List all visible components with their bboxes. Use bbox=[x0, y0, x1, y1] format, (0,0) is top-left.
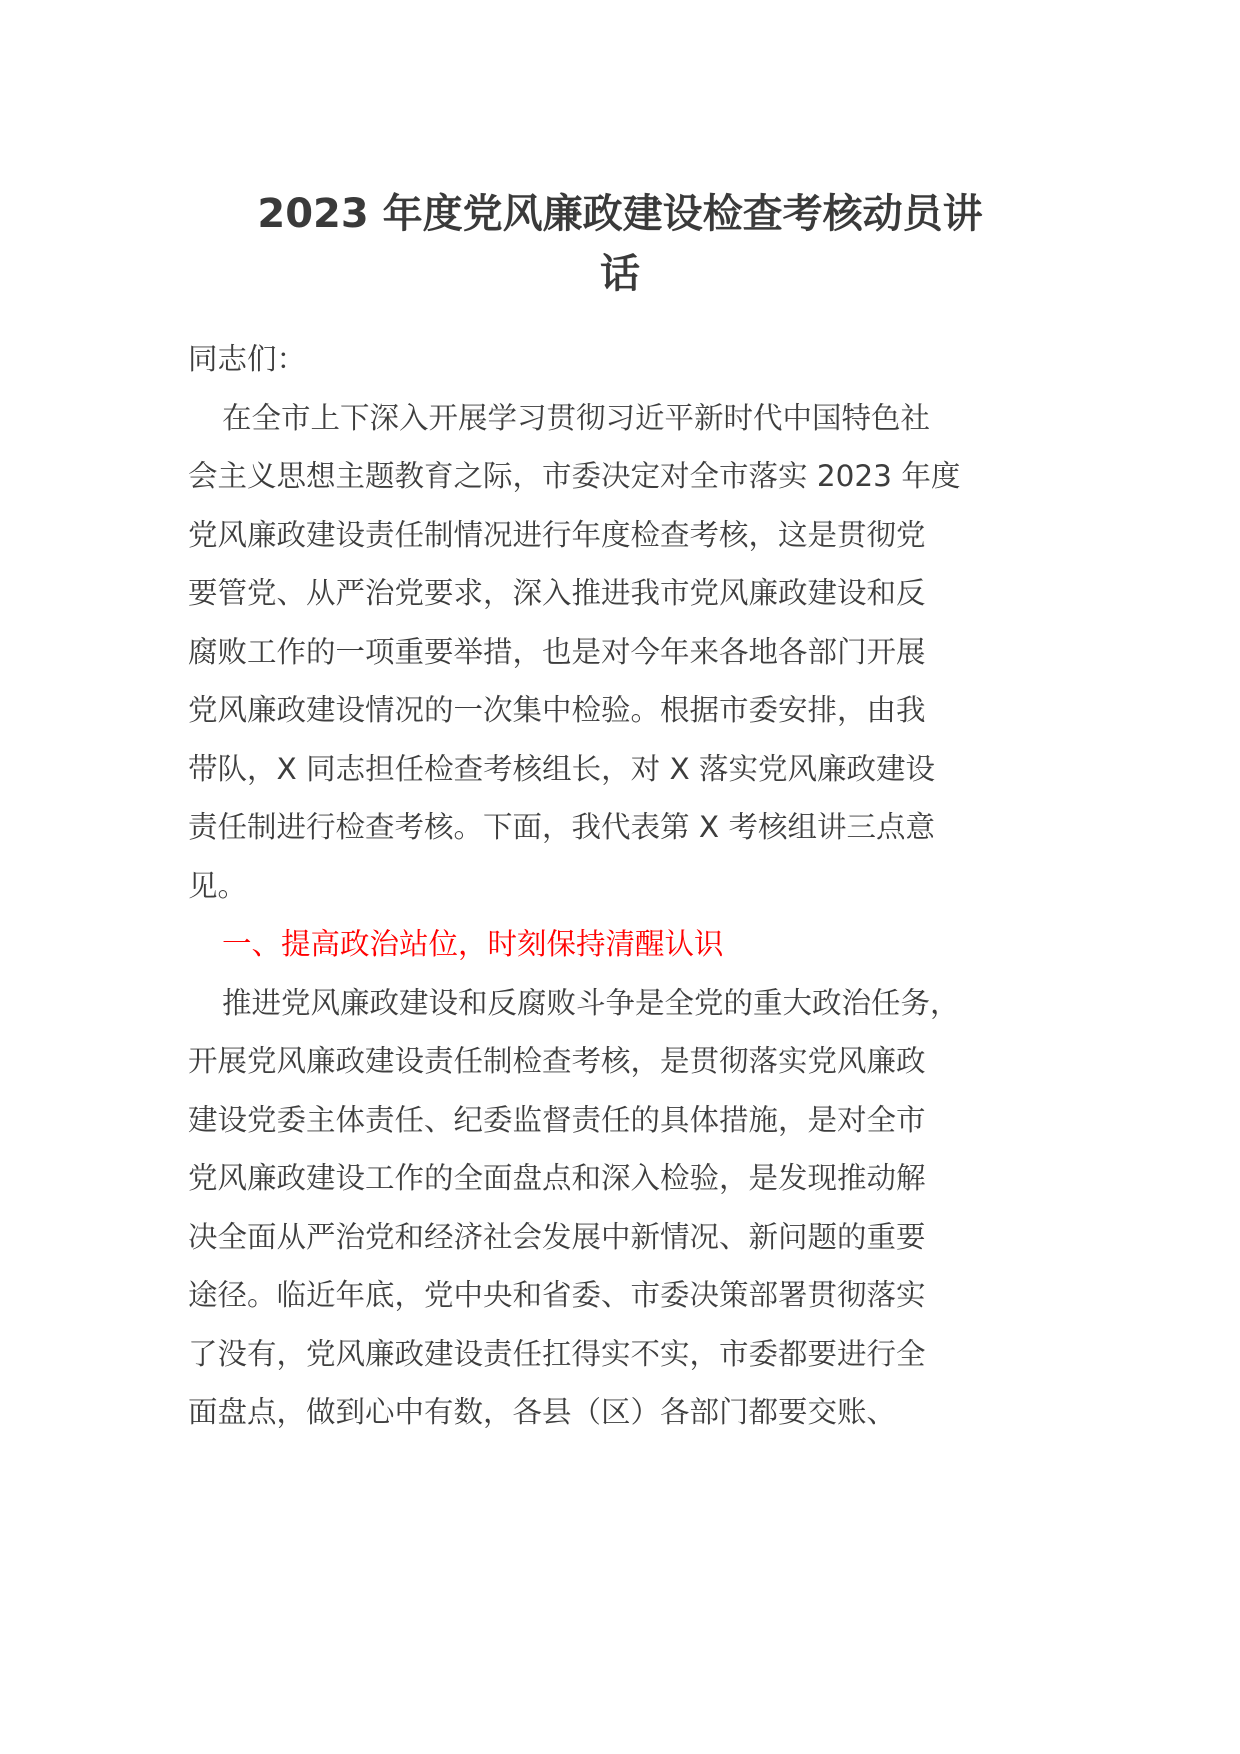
paragraph-line: 推进党风廉政建设和反腐败斗争是全党的重大政治任务， bbox=[222, 985, 960, 1020]
paragraph-line: 见。 bbox=[188, 868, 248, 903]
section-heading-1: 一、提高政治站位，时刻保持清醒认识 bbox=[222, 927, 724, 961]
title-line-1: 2023 年度党风廉政建设检查考核动员讲 bbox=[257, 191, 983, 237]
paragraph-line: 党风廉政建设责任制情况进行年度检查考核，这是贯彻党 bbox=[188, 517, 926, 552]
paragraph-intro bbox=[188, 389, 1060, 916]
salutation: 同志们： bbox=[188, 342, 307, 376]
document-title bbox=[180, 184, 1060, 304]
title-line-2: 话 bbox=[600, 251, 640, 297]
paragraph-section-1 bbox=[188, 974, 1060, 1442]
paragraph-line: 党风廉政建设情况的一次集中检验。根据市委安排，由我 bbox=[188, 693, 926, 727]
paragraph-line: 途径。临近年底，党中央和省委、市委决策部署贯彻落实 bbox=[188, 1278, 926, 1312]
paragraph-line: 决全面从严治党和经济社会发展中新情况、新问题的重要 bbox=[188, 1219, 926, 1254]
paragraph-line: 开展党风廉政建设责任制检查考核，是贯彻落实党风廉政 bbox=[188, 1044, 926, 1078]
paragraph-line: 会主义思想主题教育之际，市委决定对全市落实 2023 年度 bbox=[188, 459, 961, 493]
paragraph-line: 带队，X 同志担任检查考核组长，对 X 落实党风廉政建设 bbox=[188, 751, 936, 786]
paragraph-line: 在全市上下深入开展学习贯彻习近平新时代中国特色社 bbox=[222, 400, 931, 435]
document-body bbox=[188, 330, 1060, 1442]
paragraph-line: 面盘点，做到心中有数，各县（区）各部门都要交账、 bbox=[188, 1395, 897, 1429]
paragraph-line: 要管党、从严治党要求，深入推进我市党风廉政建设和反 bbox=[188, 576, 926, 610]
paragraph-line: 腐败工作的一项重要举措，也是对今年来各地各部门开展 bbox=[188, 634, 926, 669]
paragraph-line: 党风廉政建设工作的全面盘点和深入检验，是发现推动解 bbox=[188, 1161, 926, 1195]
paragraph-line: 建设党委主体责任、纪委监督责任的具体措施，是对全市 bbox=[188, 1102, 926, 1137]
paragraph-line: 了没有，党风廉政建设责任扛得实不实，市委都要进行全 bbox=[188, 1336, 926, 1371]
paragraph-line: 责任制进行检查考核。下面，我代表第 X 考核组讲三点意 bbox=[188, 810, 935, 844]
